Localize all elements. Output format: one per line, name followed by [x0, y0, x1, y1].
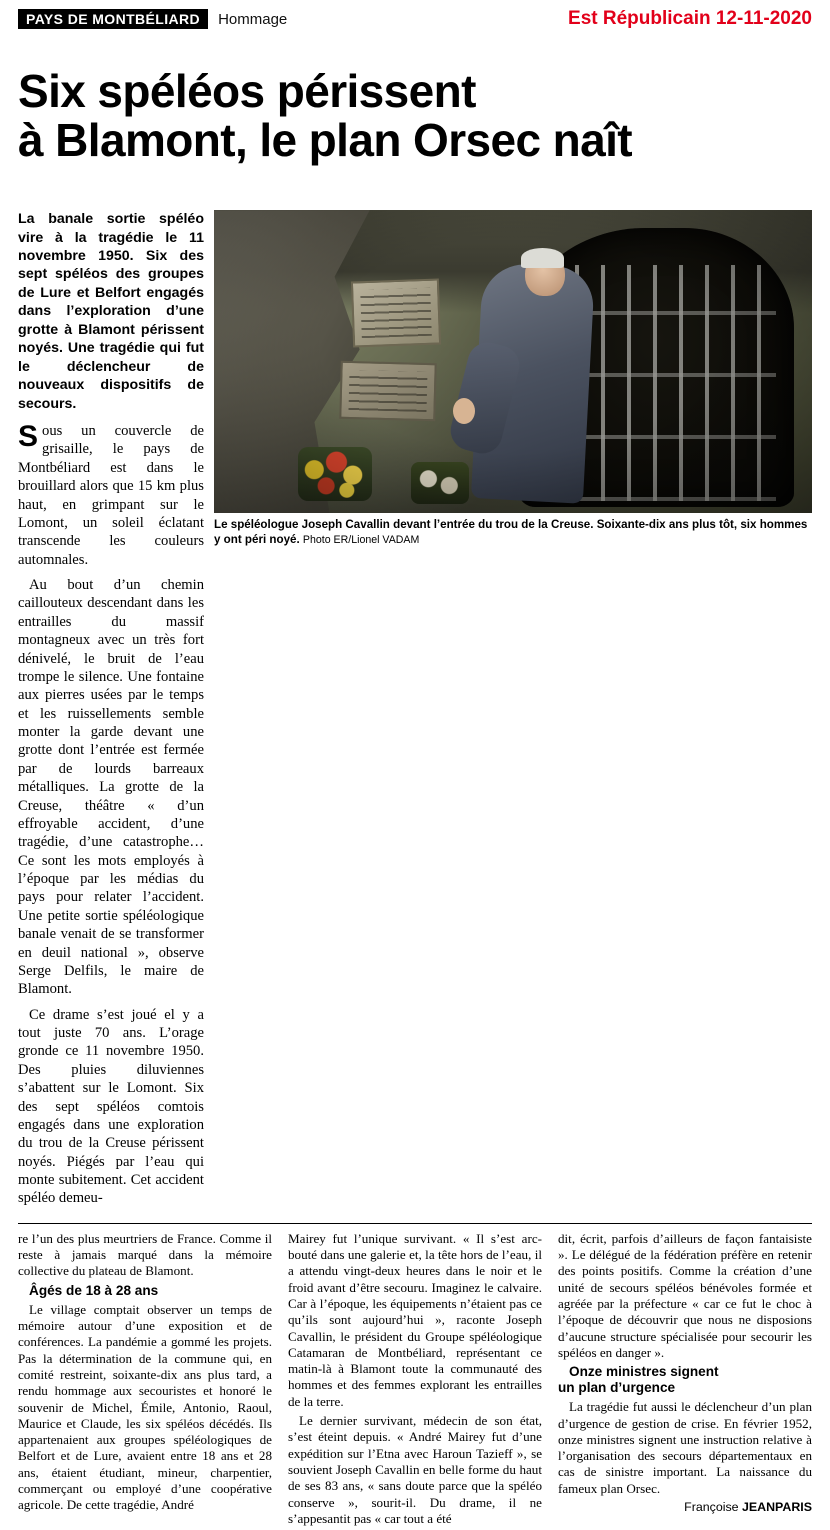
topbar [0, 0, 830, 30]
article-body [0, 1224, 830, 1530]
page-title [0, 61, 830, 165]
body-column-1 [18, 1231, 272, 1530]
lede-paragraph-2: Au bout d’un chemin caillouteux descendant dans les entrailles du massif montagneux avec un très fort dénivelé, le bruit de l’eau trompe le silence. Une fontaine aux pierres usées par le temps et les ruissellements semble monter la garde devant une grotte dont l’entrée est fermée par de lourds barreaux métalliques. La grotte de la Creuse, théâtre « d’un effroyable accident, d’une tragédie, d’une catastrophe… Ce sont les mots employés à l’époque par les médias du pays pour relater l’accident. Une petite sortie spéléologique banale venait de se transformer en deuil national », observe Serge Delfils, le maire de Blamont. [18, 577, 204, 998]
subheading-ministers-line-1: Onze ministres signent [569, 1364, 719, 1380]
headline-line-2: à Blamont, le plan Orsec naît [18, 114, 632, 167]
body-column-2 [288, 1231, 542, 1530]
headline-line-1: Six spéléos périssent [18, 64, 476, 117]
paragraph: La tragédie fut aussi le déclencheur d’un plan d’urgence de gestion de crise. En février 1952, onze ministres signent une instruction relative à l’organisation des secours départementaux en cas de sinistre important. La naissance du fameux plan Orsec. [558, 1399, 812, 1496]
subheading-ages: Âgés de 18 à 28 ans [29, 1282, 159, 1298]
article-upper-zone [0, 196, 830, 1215]
paragraph: re l’un des plus meurtriers de France. Comme il reste à jamais marqué dans la mémoire collective du plateau de Blamont. [18, 1230, 272, 1279]
lede-column [18, 210, 214, 1215]
subheading-ministers [558, 1364, 812, 1396]
paragraph: Le village comptait observer un temps de mémoire autour d’une exposition et de conférences. La pandémie a gommé les projets. Pas la détermination de la commune qui, en comité restreint, soixante-dix ans plus tard, a rendu hommage aux secouristes et honoré le souvenir de Michel, Émile, Antonio, Raoul, Maurice et Claude, les six spéléos décédés. Ils appartenaient aux groupes spéléologiques de Belfort et de Lure, avaient entre 18 ans et 28 ans, étaient étudiant, mineur, charpentier, commerçant ou employé d’une coopérative agricole. De cette tragédie, André [18, 1301, 272, 1513]
photo-caption-text: Le spéléologue Joseph Cavallin devant l’entrée du trou de la Creuse. Soixante-dix ans plus tôt, six hommes y ont péri noyé. [214, 518, 808, 546]
paragraph: dit, écrit, parfois d’ailleurs de façon fantaisiste ». Le délégué de la fédération préfère en retenir des points positifs. Comme la création d’une unité de secours spéléos bénévoles formée et agréée par la préfecture « car ce fut le choc à l’époque de découvrir que nous ne disposions d’aucune structure spécialisée pour secourir les spéléos en danger ». [558, 1230, 812, 1360]
drop-cap: S [18, 420, 39, 454]
article-photo [214, 210, 812, 513]
photo-vignette [214, 210, 812, 513]
article-standfirst: La banale sortie spéléo vire à la tragédie le 11 novembre 1950. Six des sept spéléos des groupes de Lure et Belfort engagés dans l’exploration d’une grotte à Blamont périssent noyés. Une tragédie qui fut le déclencheur de nouveaux dispositifs de secours. [18, 211, 204, 412]
section-kicker: PAYS DE MONTBÉLIARD [18, 9, 208, 29]
byline-lastname: JEANPARIS [742, 1500, 812, 1515]
photo-column [214, 210, 812, 1215]
lede-paragraph-1 [18, 422, 204, 569]
byline-firstname: Françoise [684, 1500, 742, 1515]
lede-paragraph-1-text: ous un couvercle de grisaille, le pays de Montbéliard est dans le brouillard alors que 15 km plus haut, en grimpant sur le Lomont, un soleil éclatant transcende les couleurs automnales. [18, 423, 204, 568]
body-column-3 [558, 1231, 812, 1530]
paragraph: Le dernier survivant, médecin de son état, s’est éteint depuis. « André Mairey fut d’une expédition sur l’Etna avec Haroun Tazieff », se souvient Joseph Cavallin en belle forme du haut de ses 83 ans, « sans doute parce que la spéléo conserve », sourit-il. Du drame, il ne s’appesantit pas « car tout a été [288, 1413, 542, 1526]
kicker-subtitle: Hommage [218, 10, 288, 28]
photo-caption [214, 513, 812, 547]
photo-credit: Photo ER/Lionel VADAM [302, 533, 420, 546]
byline [558, 1500, 812, 1515]
paragraph: Mairey fut l’unique survivant. « Il s’est arc-bouté dans une galerie et, la tête hors de l’eau, il a attendu vingt-deux heures dans le noir et le froid avant d’être secouru. Imaginez le calvaire. Car à l’époque, les équipements n’étaient pas ce qu’ils sont aujourd’hui », raconte Joseph Cavallin, le président du Groupe spéléologique Catamaran de Montbéliard, représentant ce matin-là à Blamont toute la communauté des hommes et des femmes explorant les entrailles de la terre. [288, 1230, 542, 1409]
source-date: Est Républicain 12-11-2020 [568, 8, 812, 29]
subheading-ministers-line-2: un plan d’urgence [558, 1380, 676, 1396]
lede-paragraph-3: Ce drame s’est joué el y a tout juste 70 ans. L’orage gronde ce 11 novembre 1950. Des pluies diluviennes s’abattent sur le Lomont. Six des sept spéléos comtois engagés dans une exploration du trou de la Creuse périssent noyés. Piégés par l’eau qui monte subitement. Cet accident spéléo demeu- [18, 1006, 204, 1207]
